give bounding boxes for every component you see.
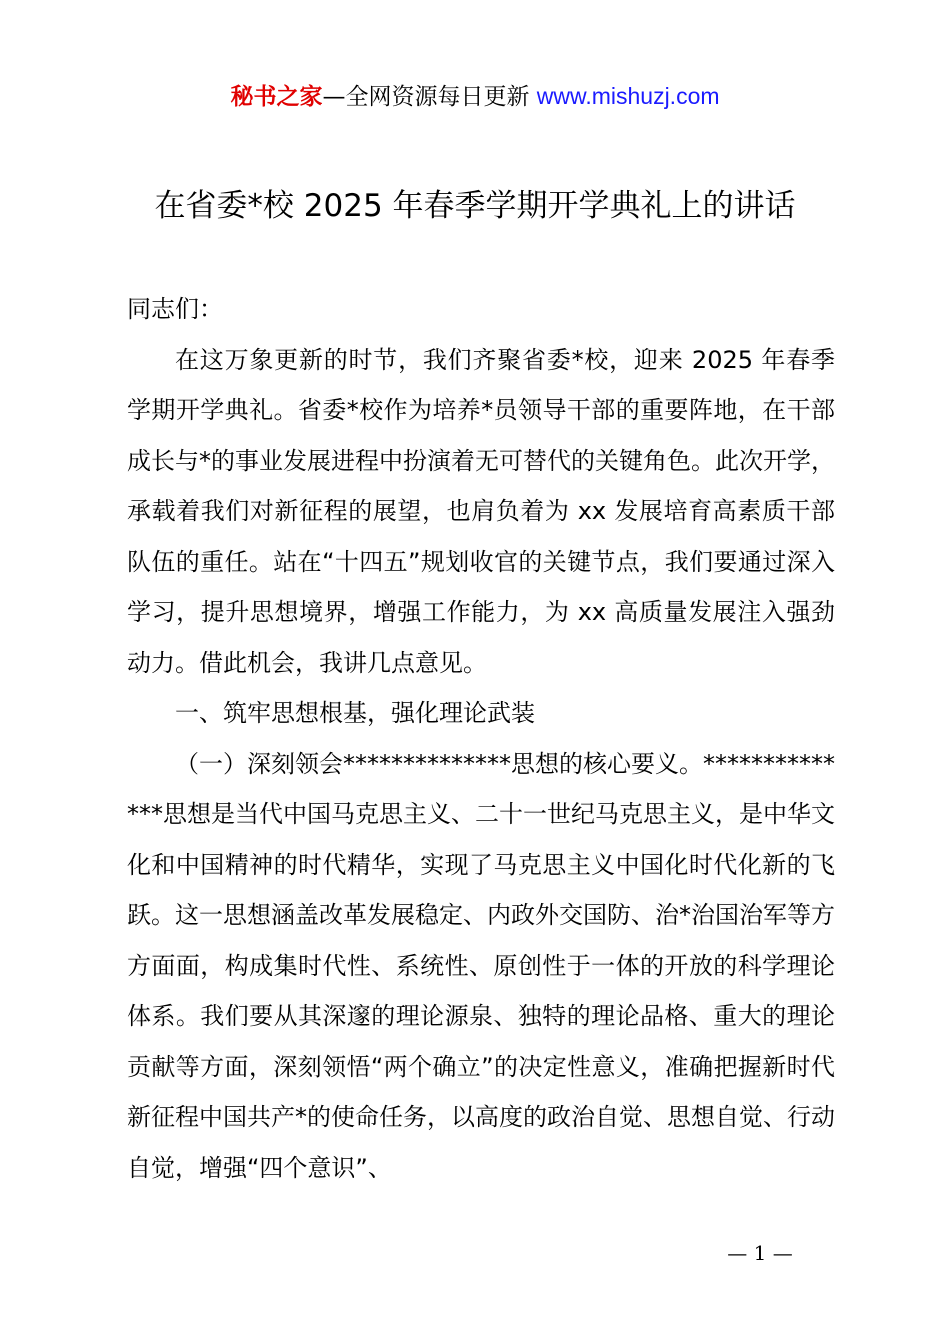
body-paragraph: 在这万象更新的时节，我们齐聚省委*校，迎来 2025 年春季学期开学典礼。省委*校作为培养*员领导干部的重要阵地，在干部成长与*的事业发展进程中扮演着无可替代的关键角色。此次开学，承载着我们对新征程的展望，也肩负着为 xx 发展培育高素质干部队伍的重任。站在“十四五”规划收官的关键节点，我们要通过深入学习，提升思想境界，增强工作能力，为 xx 高质量发展注入强劲动力。借此机会，我讲几点意见。 xyxy=(127,345,835,677)
banner-url-link[interactable]: www.mishuzj.com xyxy=(536,83,720,109)
section-heading: 一、筑牢思想根基，强化理论武装 xyxy=(175,699,535,727)
site-banner xyxy=(0,80,950,113)
document-title: 在省委*校 2025 年春季学期开学典礼上的讲话 xyxy=(154,188,796,224)
document-body xyxy=(127,284,835,1193)
salutation: 同志们： xyxy=(127,295,223,323)
banner-brand: 秘书之家 xyxy=(230,84,323,110)
banner-tagline: —全网资源每日更新 xyxy=(322,84,530,110)
page-number: — 1 — xyxy=(727,1241,793,1265)
body-paragraph: （一）深刻领会**************思想的核心要义。**************思想是当代中国马克思主义、二十一世纪马克思主义，是中华文化和中国精神的时代精华，实现了马克思主义中国化时代化新的飞跃。这一思想涵盖改革发展稳定、内政外交国防、治*治国治军等方方面面，构成集时代性、系统性、原创性于一体的开放的科学理论体系。我们要从其深邃的理论源泉、独特的理论品格、重大的理论贡献等方面，深刻领悟“两个确立”的决定性意义，准确把握新时代新征程中国共产*的使命任务，以高度的政治自觉、思想自觉、行动自觉，增强“四个意识”、 xyxy=(127,749,835,1182)
